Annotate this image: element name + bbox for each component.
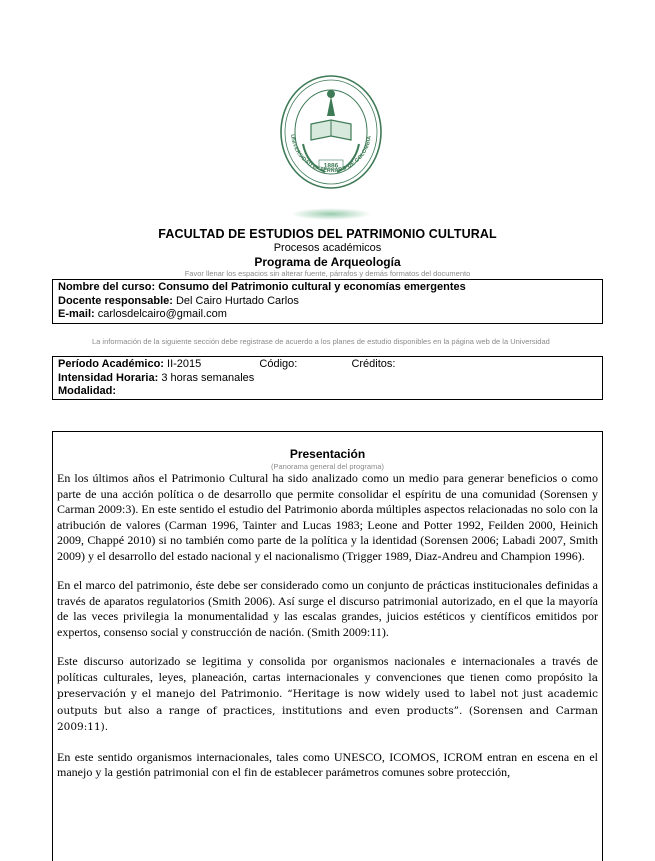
teacher-label: Docente responsable: xyxy=(58,294,173,307)
hours-value: 3 horas semanales xyxy=(161,371,255,384)
code-label: Código: xyxy=(259,358,298,370)
course-name-label: Nombre del curso: xyxy=(58,281,156,293)
instructions-note: Favor llenar los espacios sin alterar fuente, párrafos y demás formatos del documento xyxy=(184,269,471,278)
university-seal xyxy=(277,74,385,224)
seal-year: 1886 xyxy=(323,162,339,170)
period-value: II-2015 xyxy=(167,358,202,370)
email-label: E-mail: xyxy=(58,308,95,320)
paragraph-2: En el marco del patrimonio, éste debe ser considerado como un conjunto de prácticas institucionales definidas a través de aparatos regulatorios (Smith 2006). Así surge el discurso patrimonial autorizado, en el que la mayoría de las veces privilegia la monumentalidad y las escalas grandes, juicios estéticos y científicos emitidos por expertos, consenso social y construcción de nación. (Smith 2009:11). xyxy=(57,578,598,639)
email-value: carlosdelcairo@gmail.com xyxy=(97,308,227,320)
course-info-box xyxy=(52,279,603,324)
teacher-row xyxy=(58,295,597,309)
presentation-subtitle: (Panorama general del programa) xyxy=(271,462,384,471)
paragraph-3-part-b: la preservación y el manejo del Patrimonio. “Heritage is now widely used to label not just academic outputs but also a range of practices, institutions and even products”. (Sorensen and Carman 2009:11). xyxy=(57,671,598,733)
paragraph-1: En los últimos años el Patrimonio Cultural ha sido analizado como un medio para generar beneficios o como parte de una acción política o de desarrollo que permite consolidar el espíritu de una comunidad (Sorensen y Carman 2009:3). En este sentido el estudio del Patrimonio aborda múltiples aspectos relacionadas no solo con la atribución de valores (Carman 1996, Tainter and Lucas 1983; Leone and Potter 1992, Feilden 2000, Heinich 2009, Chappé 2010) si no también como parte de la política y la identidad (Sorensen 2006; Labadi 2007, Smith 2009) y el desarrollo del estado nacional y el nacionalismo (Trigger 1989, Diaz-Andreu and Champion 1996). xyxy=(57,471,598,563)
email-row xyxy=(58,308,597,322)
academic-info-box xyxy=(52,356,603,400)
section-note: La información de la siguiente sección debe registrase de acuerdo a los planes de estudio disponibles en la página web de la Universidad xyxy=(92,337,550,346)
program-title: Programa de Arqueología xyxy=(254,255,401,269)
hours-row xyxy=(58,372,597,386)
credits-label: Créditos: xyxy=(351,358,396,370)
course-name-row xyxy=(58,281,597,295)
period-row xyxy=(58,358,597,372)
hours-label: Intensidad Horaria: xyxy=(58,371,159,384)
process-subtitle: Procesos académicos xyxy=(273,242,382,254)
paragraph-3-part-a: Este discurso autorizado se legitima y consolida por organismos nacionales e internacionales a través de políticas culturales, leyes, planeación, cartas internacionales y convenciones que tienen como propósito xyxy=(57,654,598,684)
course-name-value: Consumo del Patrimonio cultural y economías emergentes xyxy=(158,281,466,293)
mode-row xyxy=(58,385,597,399)
paragraph-3 xyxy=(57,654,598,736)
teacher-value: Del Cairo Hurtado Carlos xyxy=(175,294,299,307)
paragraph-4: En este sentido organismos internacionales, tales como UNESCO, ICOMOS, ICROM entran en escena en el manejo y la gestión patrimonial con el fin de establecer parámetros comunes sobre protección, xyxy=(57,749,598,779)
seal-text: UNIVERSIDAD EXTERNADO DE COLOMBIA xyxy=(289,134,373,175)
presentation-title: Presentación xyxy=(289,447,366,461)
presentation-box xyxy=(52,431,603,861)
mode-label: Modalidad: xyxy=(58,385,117,397)
period-label: Período Académico: xyxy=(58,358,164,370)
faculty-title: FACULTAD DE ESTUDIOS DEL PATRIMONIO CULTURAL xyxy=(158,227,497,241)
